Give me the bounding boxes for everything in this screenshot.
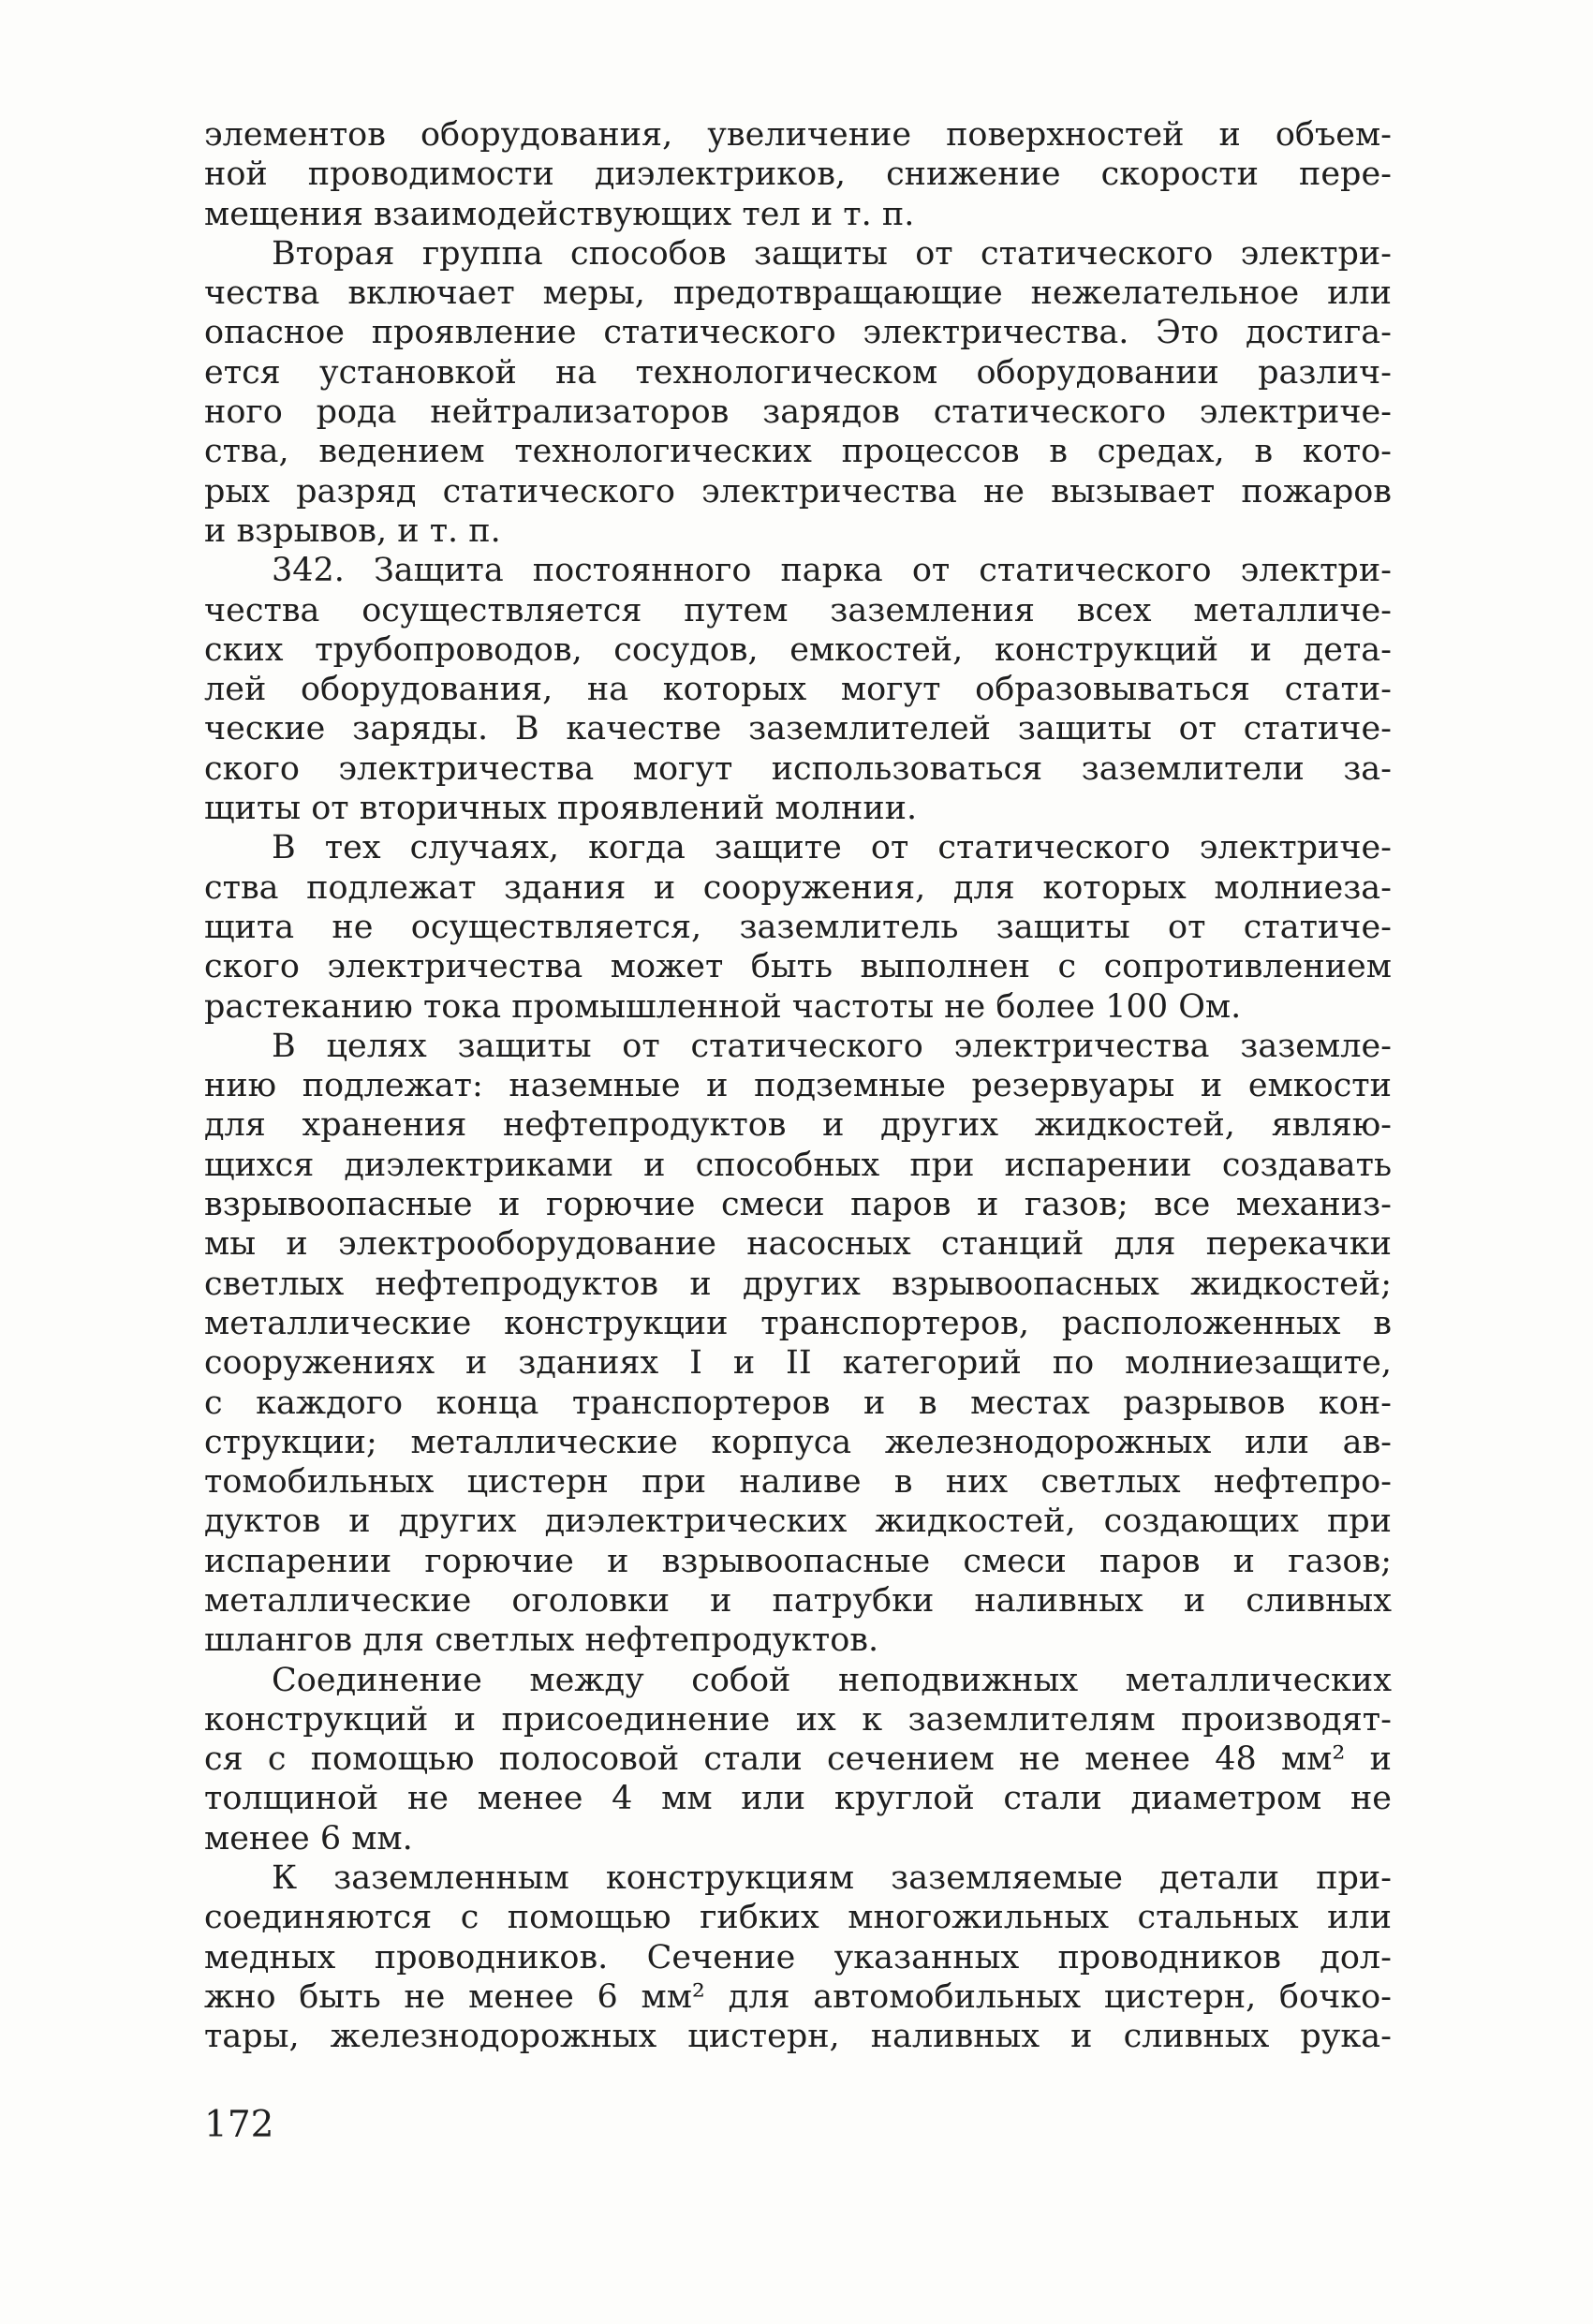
text-line: медных проводников. Сечение указанных проводников дол-	[204, 1938, 1392, 1976]
text-line: испарении горючие и взрывоопасные смеси паров и газов;	[204, 1542, 1392, 1580]
text-line: струкции; металлические корпуса железнодорожных или ав-	[204, 1423, 1392, 1461]
text-line: растеканию тока промышленной частоты не более 100 Ом.	[204, 987, 1242, 1026]
paragraph	[204, 1661, 1392, 1858]
paragraph	[204, 828, 1392, 1026]
text-line: ства, ведением технологических процессов в средах, в кото-	[204, 433, 1392, 471]
text-line: ется установкой на технологическом оборудовании различ-	[204, 353, 1392, 392]
text-line: дуктов и других диэлектрических жидкостей, создающих при	[204, 1502, 1392, 1541]
text-line: нию подлежат: наземные и подземные резервуары и емкости	[204, 1067, 1392, 1105]
text-line: соединяются с помощью гибких многожильных стальных или	[204, 1899, 1392, 1937]
text-line: лей оборудования, на которых могут образовываться стати-	[204, 671, 1392, 709]
text-line: для хранения нефтепродуктов и других жидкостей, являю-	[204, 1106, 1392, 1145]
text-line: В целях защиты от статического электричества заземле-	[272, 1027, 1392, 1065]
text-line: 342. Защита постоянного парка от статического электри-	[272, 552, 1392, 590]
text-line: щита не осуществляется, заземлитель защиты от статиче-	[204, 908, 1392, 946]
text-line: Вторая группа способов защиты от статического электри-	[272, 234, 1392, 273]
text-line: К заземленным конструкциям заземляемые детали при-	[272, 1859, 1392, 1898]
text-line: взрывоопасные и горючие смеси паров и газов; все механиз-	[204, 1186, 1392, 1224]
text-line: чества осуществляется путем заземления всех металличе-	[204, 591, 1392, 629]
text-line: толщиной не менее 4 мм или круглой стали диаметром не	[204, 1780, 1392, 1818]
text-line: ского электричества может быть выполнен с сопротивлением	[204, 948, 1392, 986]
text-line: ного рода нейтрализаторов зарядов статического электриче-	[204, 393, 1392, 432]
text-line: ства подлежат здания и сооружения, для которых молниеза-	[204, 868, 1392, 907]
paragraph	[204, 1027, 1392, 1661]
text-line: металлические оголовки и патрубки наливных и сливных	[204, 1581, 1392, 1620]
paragraph	[204, 234, 1392, 551]
text-line: ной проводимости диэлектриков, снижение скорости пере-	[204, 155, 1392, 194]
text-line: Соединение между собой неподвижных металлических	[272, 1661, 1392, 1699]
text-line: шлангов для светлых нефтепродуктов.	[204, 1621, 879, 1660]
text-line: менее 6 мм.	[204, 1819, 413, 1858]
text-line: чества включает меры, предотвращающие нежелательное или	[204, 274, 1392, 313]
paragraph	[204, 551, 1392, 828]
paragraph	[204, 115, 1392, 234]
text-line: щихся диэлектриками и способных при испарении создавать	[204, 1146, 1392, 1184]
text-line: с каждого конца транспортеров и в местах разрывов кон-	[204, 1384, 1392, 1422]
text-line: сооружениях и зданиях I и II категорий по молниезащите,	[204, 1344, 1392, 1383]
text-line: элементов оборудования, увеличение поверхностей и объем-	[204, 116, 1392, 154]
text-line: ся с помощью полосовой стали сечением не менее 48 мм² и	[204, 1740, 1392, 1779]
text-line: тары, железнодорожных цистерн, наливных и сливных рука-	[204, 2018, 1392, 2056]
text-line: жно быть не менее 6 мм² для автомобильных цистерн, бочко-	[204, 1977, 1392, 2016]
text-line: мы и электрооборудование насосных станций для перекачки	[204, 1225, 1392, 1264]
text-line: ского электричества могут использоваться заземлители за-	[204, 749, 1392, 788]
text-line: и взрывов, и т. п.	[204, 511, 501, 550]
page-number: 172	[204, 2104, 274, 2146]
text-line: ческие заряды. В качестве заземлителей защиты от статиче-	[204, 710, 1392, 748]
text-line: ских трубопроводов, сосудов, емкостей, конструкций и дета-	[204, 630, 1392, 669]
text-line: опасное проявление статического электричества. Это достига-	[204, 314, 1392, 352]
text-line: рых разряд статического электричества не вызывает пожаров	[204, 472, 1392, 511]
paragraph	[204, 1858, 1392, 2056]
text-line: томобильных цистерн при наливе в них светлых нефтепро-	[204, 1463, 1392, 1502]
text-line: мещения взаимодействующих тел и т. п.	[204, 195, 915, 233]
body-text	[204, 115, 1392, 2057]
text-line: металлические конструкции транспортеров, расположенных в	[204, 1304, 1392, 1342]
text-line: светлых нефтепродуктов и других взрывоопасных жидкостей;	[204, 1265, 1392, 1303]
text-line: конструкций и присоединение их к заземлителям производят-	[204, 1700, 1392, 1739]
text-line: щиты от вторичных проявлений молнии.	[204, 790, 918, 828]
text-line: В тех случаях, когда защите от статического электриче-	[272, 829, 1392, 867]
